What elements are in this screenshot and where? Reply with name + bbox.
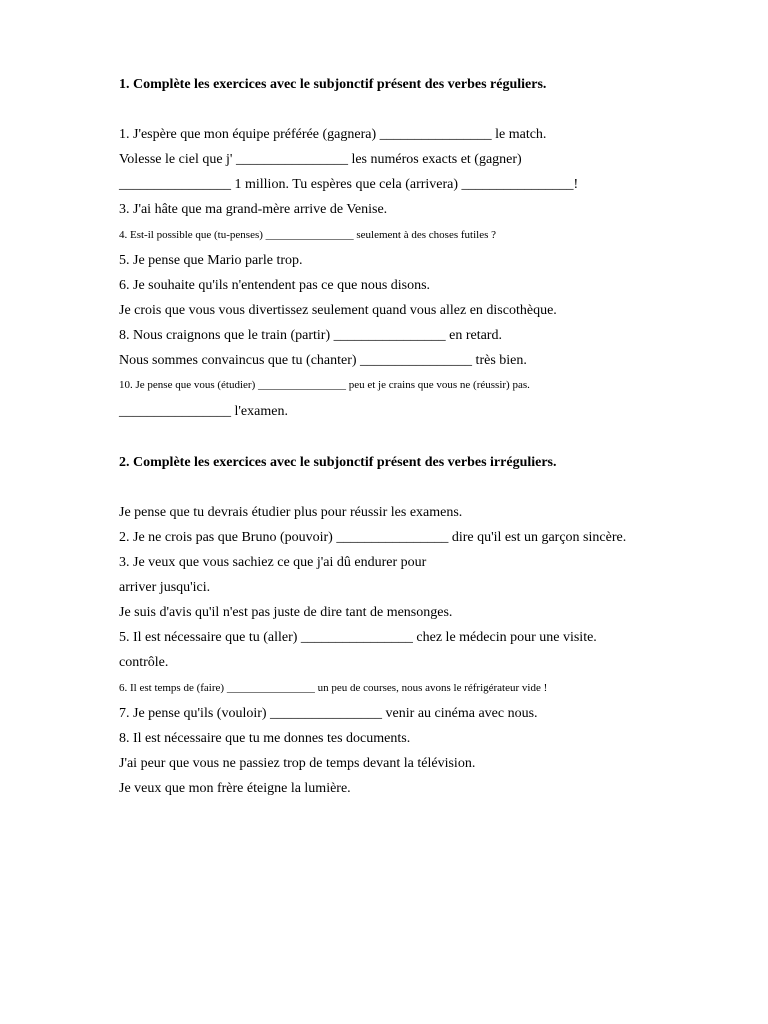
exercise-line: 7. Je pense qu'ils (vouloir) ________________ venir au cinéma avec nous. (119, 706, 538, 721)
exercise-line: 2. Je ne crois pas que Bruno (pouvoir) ________________ dire qu'il est un garçon sincère. (119, 530, 627, 545)
exercise-line: 10. Je pense que vous (étudier) ________________ peu et je crains que vous ne (réussir) pas. (119, 379, 530, 391)
exercise-line: Nous sommes convaincus que tu (chanter) ________________ très bien. (119, 353, 527, 368)
section-2-heading: 2. Complète les exercices avec le subjonctif présent des verbes irréguliers. (119, 455, 557, 470)
exercise-line: 6. Il est temps de (faire) ________________ un peu de courses, nous avons le réfrigérateur vide ! (119, 682, 548, 694)
section-1-heading: 1. Complète les exercices avec le subjonctif présent des verbes réguliers. (119, 77, 547, 92)
exercise-line: ________________ l'examen. (119, 404, 288, 419)
exercise-line: J'ai peur que vous ne passiez trop de temps devant la télévision. (119, 756, 476, 771)
exercise-line: 8. Nous craignons que le train (partir) ________________ en retard. (119, 328, 502, 343)
exercise-line: contrôle. (119, 655, 169, 670)
exercise-line: 5. Je pense que Mario parle trop. (119, 253, 303, 268)
exercise-line: 1. J'espère que mon équipe préférée (gagnera) ________________ le match. (119, 127, 547, 142)
exercise-line: Volesse le ciel que j' ________________ les numéros exacts et (gagner) (119, 152, 522, 167)
exercise-line: ________________ 1 million. Tu espères que cela (arrivera) ________________! (119, 177, 579, 192)
exercise-line: Je veux que mon frère éteigne la lumière. (119, 781, 351, 796)
exercise-line: 6. Je souhaite qu'ils n'entendent pas ce que nous disons. (119, 278, 431, 293)
exercise-line: 4. Est-il possible que (tu-penses) ________________ seulement à des choses futiles ? (119, 229, 496, 241)
exercise-line: 3. J'ai hâte que ma grand-mère arrive de Venise. (119, 202, 388, 217)
exercise-line: arriver jusqu'ici. (119, 580, 211, 595)
exercise-line: 3. Je veux que vous sachiez ce que j'ai dû endurer pour (119, 555, 427, 570)
exercise-line: Je crois que vous vous divertissez seulement quand vous allez en discothèque. (119, 303, 557, 318)
exercise-line: 5. Il est nécessaire que tu (aller) ________________ chez le médecin pour une visite. (119, 630, 597, 645)
exercise-line: Je pense que tu devrais étudier plus pour réussir les examens. (119, 505, 463, 520)
exercise-line: 8. Il est nécessaire que tu me donnes tes documents. (119, 731, 411, 746)
exercise-line: Je suis d'avis qu'il n'est pas juste de dire tant de mensonges. (119, 605, 453, 620)
